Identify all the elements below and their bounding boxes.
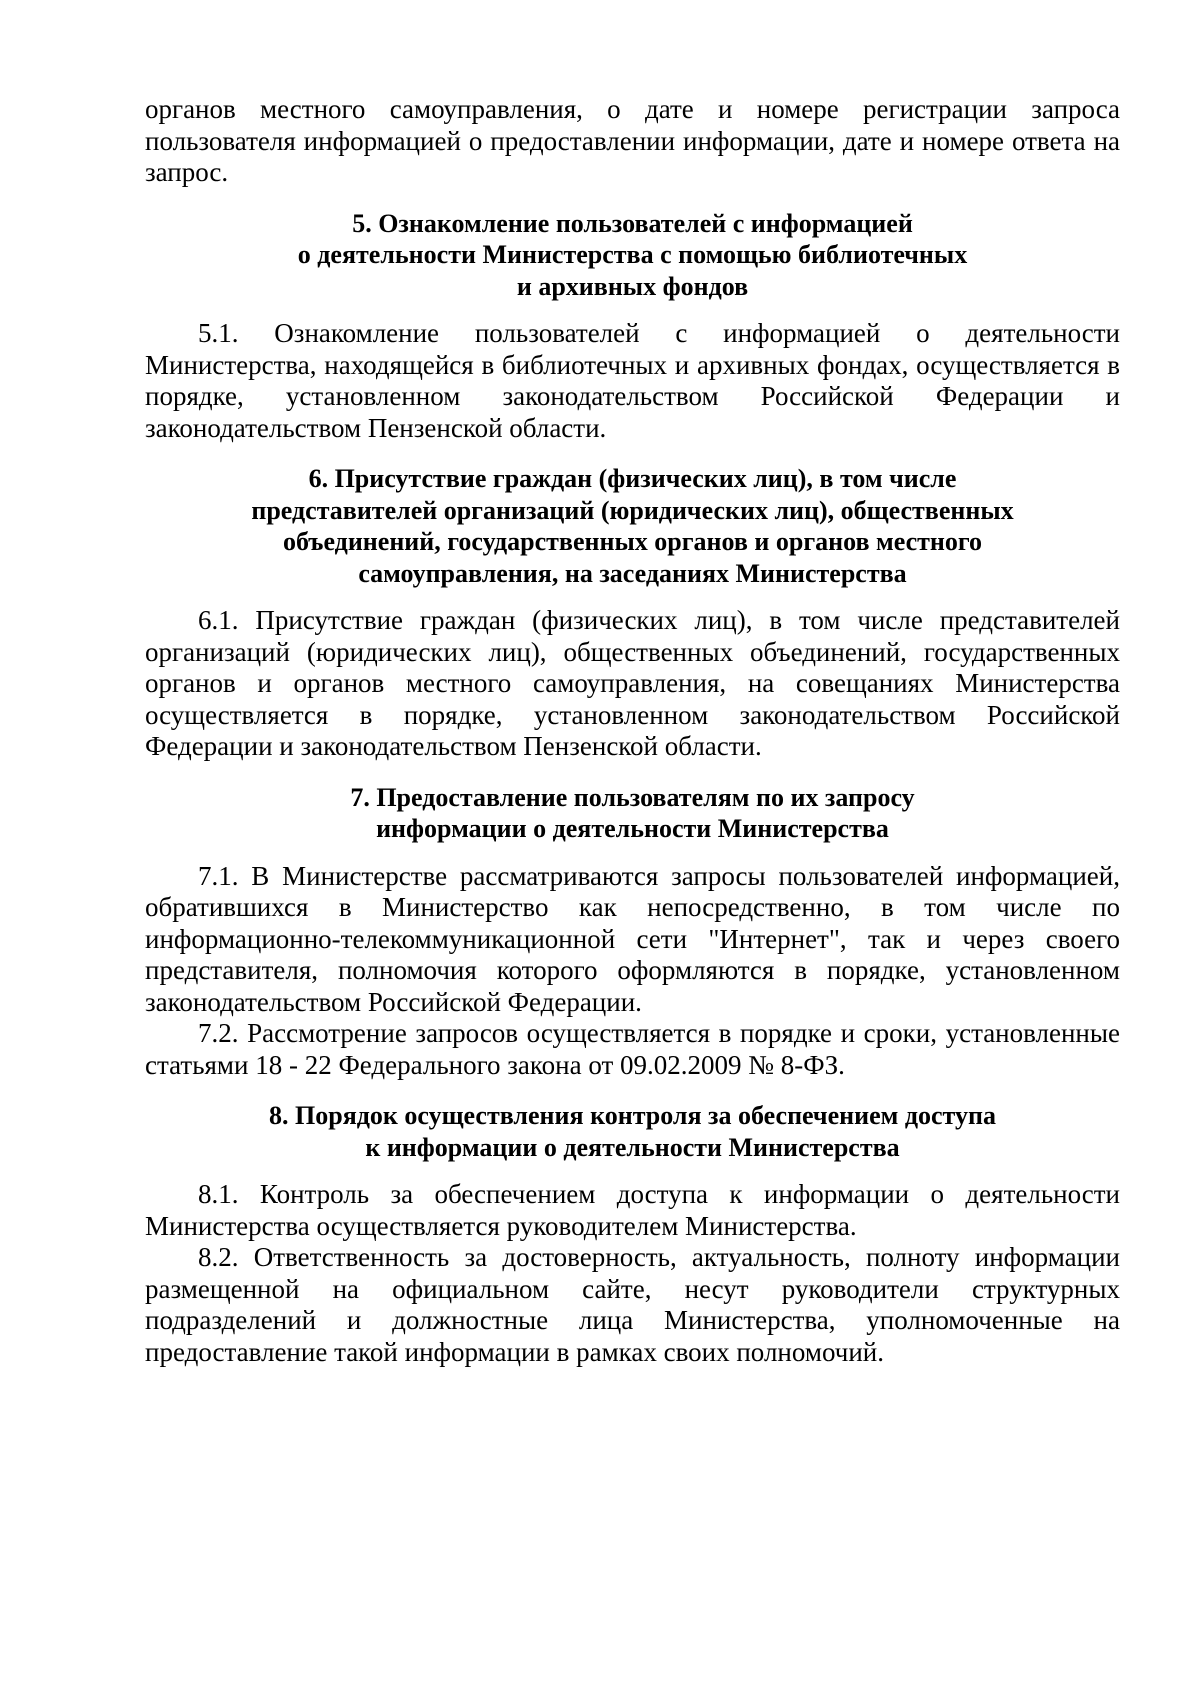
paragraph-8-2: 8.2. Ответственность за достоверность, актуальность, полноту информации размещенной на официальном сайте, несут руководители структурных подразделений и должностные лица Министерства, уполномоченные на предоставление такой информации в рамках своих полномочий. (145, 1242, 1120, 1367)
heading-line: 8. Порядок осуществления контроля за обеспечением доступа (269, 1101, 996, 1130)
heading-line: 7. Предоставление пользователям по их запросу (350, 782, 915, 812)
heading-line: 5. Ознакомление пользователей с информацией (352, 208, 913, 238)
intro-paragraph: органов местного самоуправления, о дате и номере регистрации запроса пользователя информацией о предоставлении информации, дате и номере ответа на запрос. (145, 94, 1120, 187)
section-6-heading (145, 463, 1120, 589)
heading-line: 6. Присутствие граждан (физических лиц), в том числе (308, 464, 957, 493)
heading-line: объединений, государственных органов и органов местного (282, 527, 983, 556)
document-body (145, 94, 1120, 1368)
section-7-heading (145, 782, 1120, 845)
heading-line: о деятельности Министерства с помощью библиотечных (297, 240, 968, 269)
paragraph-5-1: 5.1. Ознакомление пользователей с информацией о деятельности Министерства, находящейся в библиотечных и архивных фондах, осуществляется в порядке, установленном законодательством Российской Федерации и законодательством Пензенской области. (145, 318, 1120, 443)
paragraph-7-2: 7.2. Рассмотрение запросов осуществляется в порядке и сроки, установленные статьями 18 - 22 Федерального закона от 09.02.2009 № 8-ФЗ. (145, 1018, 1120, 1080)
paragraph-7-1: 7.1. В Министерстве рассматриваются запросы пользователей информацией, обратившихся в Министерство как непосредственно, в том числе по информационно-телекоммуникационной сети "Интернет", так и через своего представителя, полномочия которого оформляются в порядке, установленном законодательством Российской Федерации. (145, 860, 1120, 1017)
paragraph-6-1: 6.1. Присутствие граждан (физических лиц), в том числе представителей организаций (юридических лиц), общественных объединений, государственных органов и органов местного самоуправления, на совещаниях Министерства осуществляется в порядке, установленном законодательством Российской Федерации и законодательством Пензенской области. (145, 605, 1120, 761)
heading-line: к информации о деятельности Министерства (365, 1132, 900, 1162)
heading-line: самоуправления, на заседаниях Министерства (358, 558, 907, 588)
heading-line: информации о деятельности Министерства (376, 814, 889, 843)
section-5-heading (145, 208, 1120, 303)
section-8-heading (145, 1100, 1120, 1163)
heading-line: представителей организаций (юридических лиц), общественных (251, 495, 1014, 525)
heading-line: и архивных фондов (516, 271, 749, 301)
paragraph-8-1: 8.1. Контроль за обеспечением доступа к информации о деятельности Министерства осуществляется руководителем Министерства. (145, 1179, 1120, 1241)
